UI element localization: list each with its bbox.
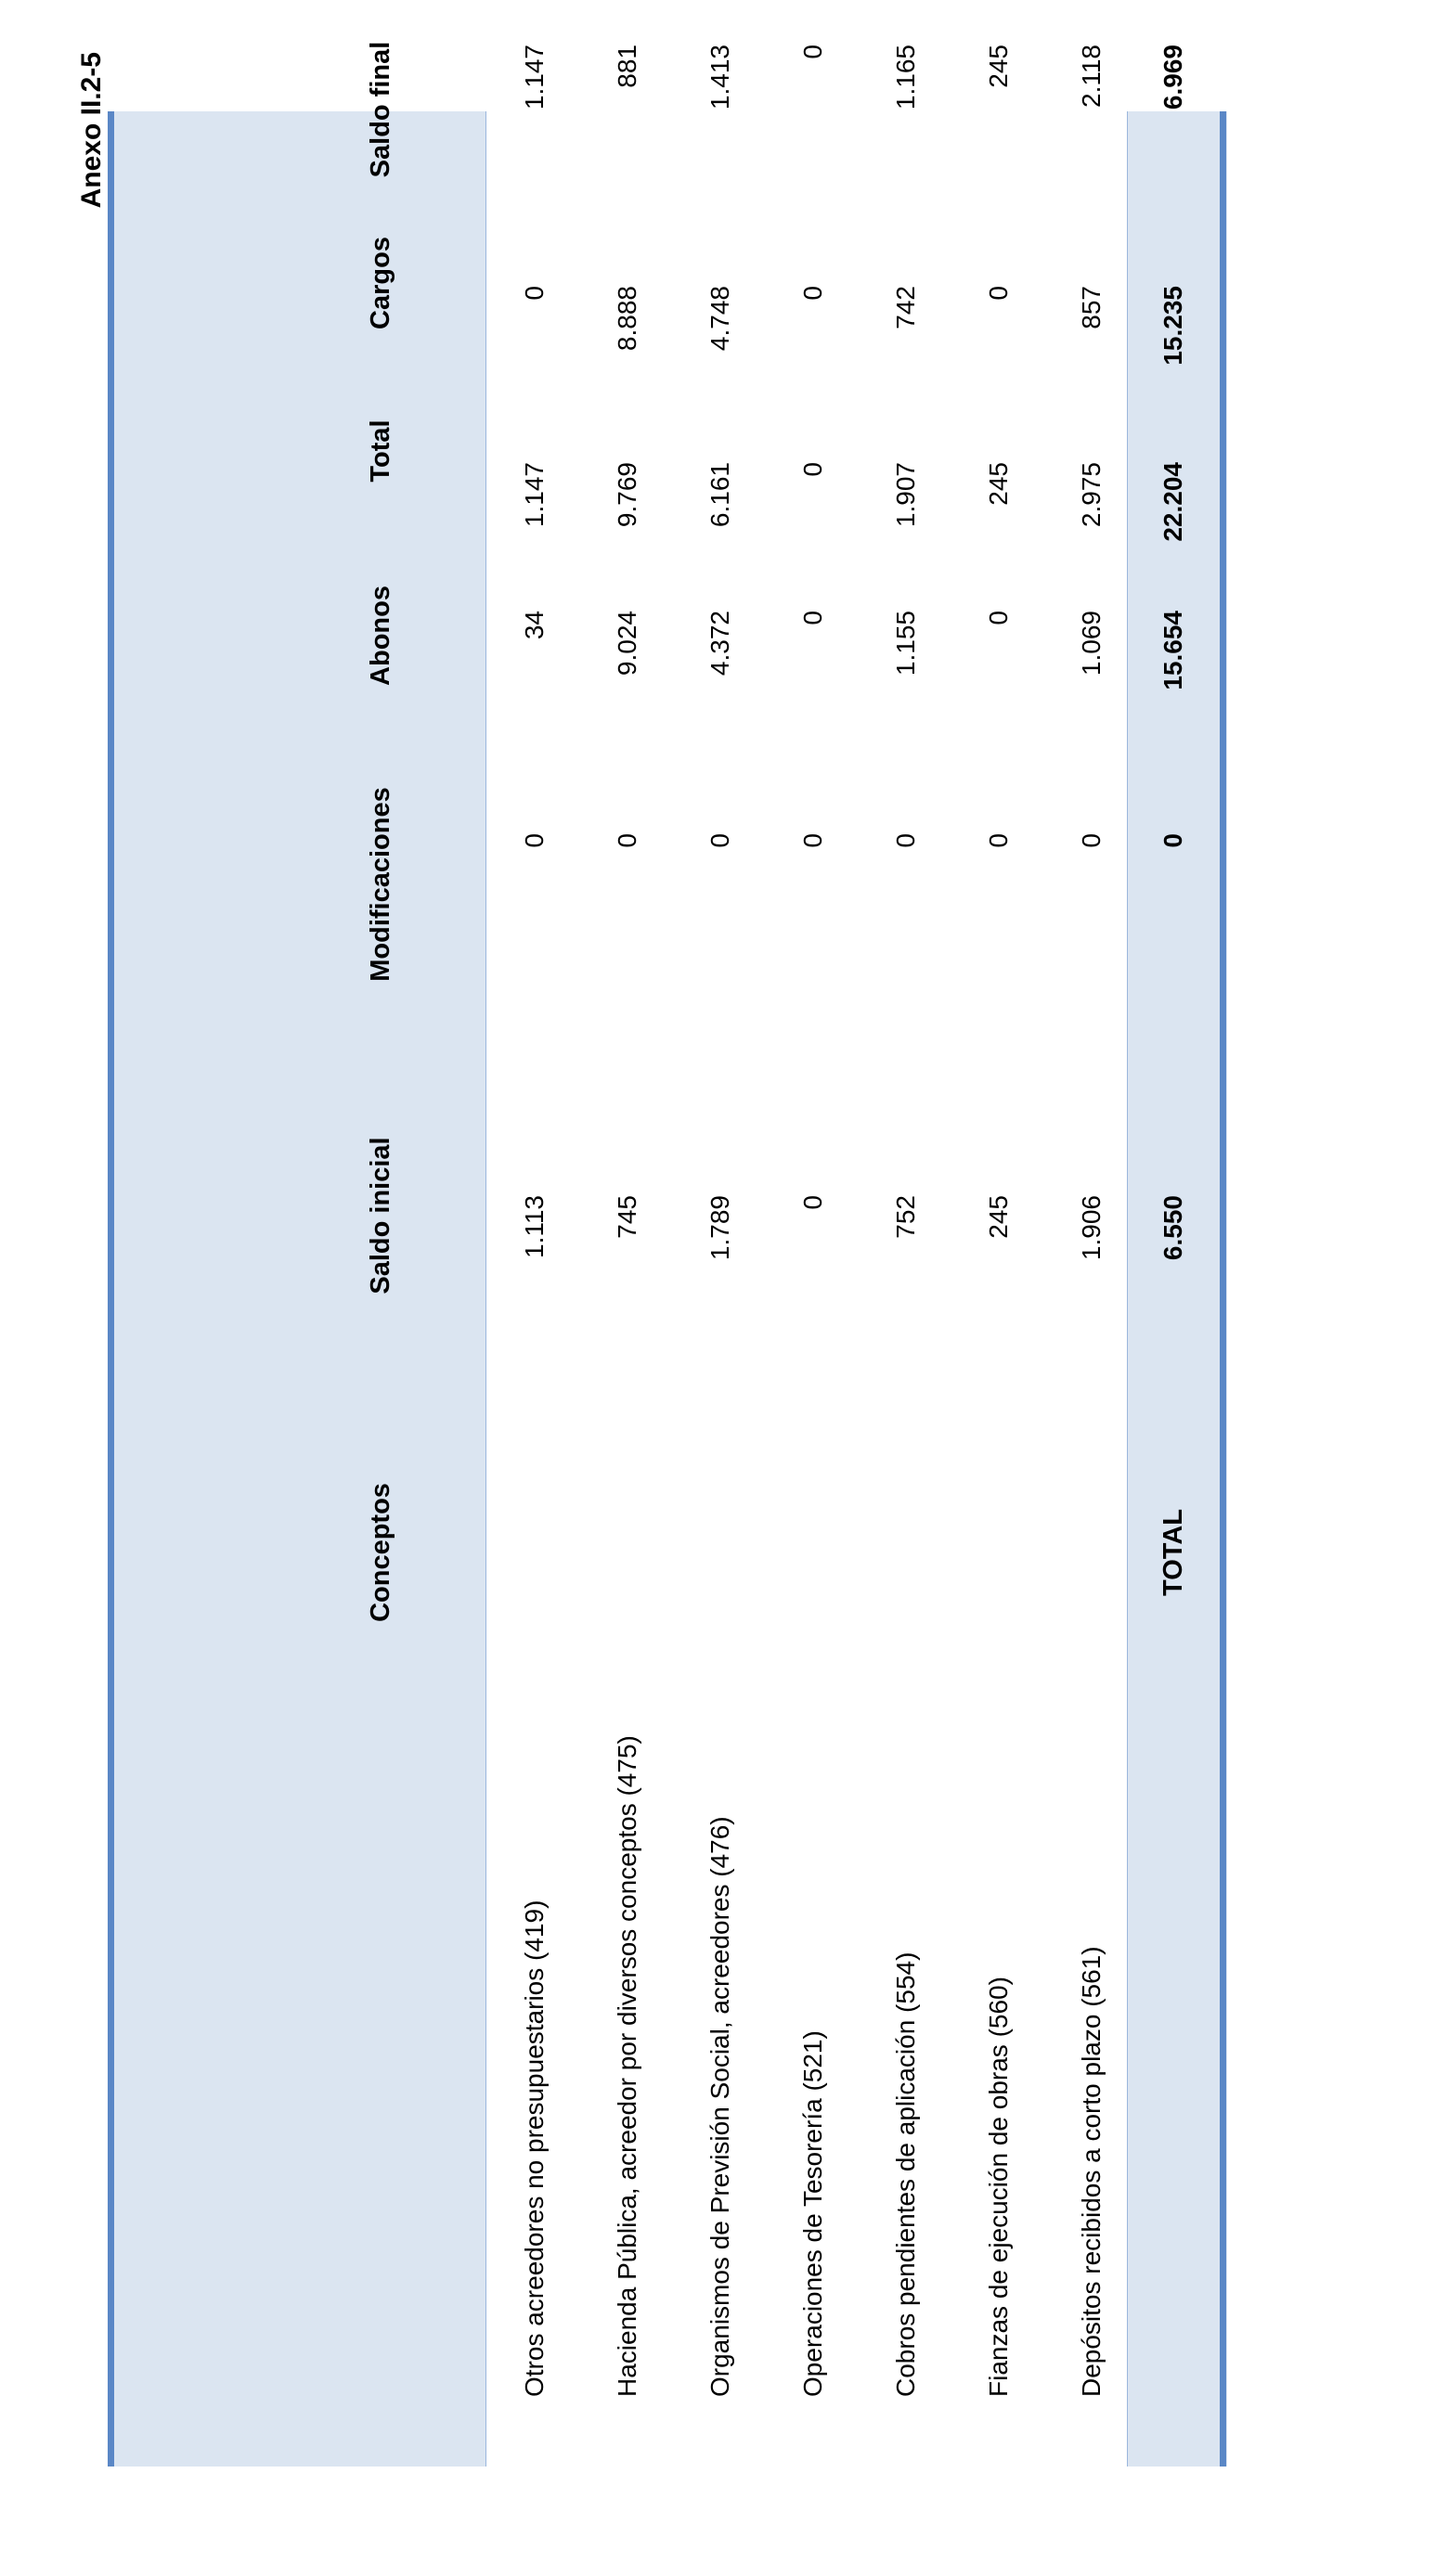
table-header-band — [108, 111, 486, 2467]
row-0-saldo-final: 1.147 — [520, 45, 549, 110]
row-4-saldo-inicial: 752 — [891, 1195, 920, 1239]
row-2-cargos: 4.748 — [705, 286, 734, 352]
row-2-modificaciones: 0 — [705, 833, 734, 848]
total-total: 22.204 — [1158, 462, 1187, 542]
row-4-cargos: 742 — [891, 286, 920, 329]
header-total: Total — [366, 419, 395, 483]
row-5-saldo-final: 245 — [984, 45, 1013, 88]
row-3-total: 0 — [798, 462, 827, 477]
row-5-modificaciones: 0 — [984, 833, 1013, 848]
total-abonos: 15.654 — [1158, 611, 1187, 690]
total-label: TOTAL — [1158, 1509, 1188, 1596]
row-3-cargos: 0 — [798, 286, 827, 301]
row-1-concepto: Hacienda Pública, acreedor por diversos conceptos (475) — [613, 1735, 641, 2397]
row-6-cargos: 857 — [1077, 286, 1106, 329]
row-6-saldo-inicial: 1.906 — [1077, 1195, 1106, 1261]
row-4-abonos: 1.155 — [891, 611, 920, 676]
row-5-total: 245 — [984, 462, 1013, 506]
row-3-concepto: Operaciones de Tesorería (521) — [798, 2030, 827, 2397]
row-2-saldo-final: 1.413 — [705, 45, 734, 110]
row-1-cargos: 8.888 — [613, 286, 641, 352]
row-0-concepto: Otros acreedores no presupuestarios (419) — [520, 1900, 549, 2397]
row-3-modificaciones: 0 — [798, 833, 827, 848]
row-6-modificaciones: 0 — [1077, 833, 1106, 848]
table-bottom-rule — [1220, 111, 1226, 2467]
row-3-abonos: 0 — [798, 611, 827, 625]
row-0-total: 1.147 — [520, 462, 549, 528]
annex-label: Anexo II.2-5 — [76, 52, 107, 209]
row-4-concepto: Cobros pendientes de aplicación (554) — [891, 1951, 920, 2397]
row-0-abonos: 34 — [520, 611, 549, 640]
row-5-saldo-inicial: 245 — [984, 1195, 1013, 1239]
row-2-saldo-inicial: 1.789 — [705, 1195, 734, 1261]
header-saldo-final: Saldo final — [366, 41, 395, 178]
row-2-abonos: 4.372 — [705, 611, 734, 676]
row-5-cargos: 0 — [984, 286, 1013, 301]
row-6-concepto: Depósitos recibidos a corto plazo (561) — [1077, 1946, 1106, 2397]
row-6-abonos: 1.069 — [1077, 611, 1106, 676]
row-0-cargos: 0 — [520, 286, 549, 301]
row-1-saldo-inicial: 745 — [613, 1195, 641, 1239]
row-0-saldo-inicial: 1.113 — [520, 1195, 549, 1258]
table-top-rule — [108, 111, 114, 2467]
header-conceptos: Conceptos — [366, 1483, 395, 1622]
total-saldo-final: 6.969 — [1158, 45, 1187, 110]
total-saldo-inicial: 6.550 — [1158, 1195, 1187, 1261]
row-1-abonos: 9.024 — [613, 611, 641, 676]
total-modificaciones: 0 — [1158, 833, 1187, 848]
row-5-abonos: 0 — [984, 611, 1013, 625]
data-table — [108, 41, 1226, 2467]
row-1-saldo-final: 881 — [613, 45, 641, 88]
row-1-modificaciones: 0 — [613, 833, 641, 848]
row-6-total: 2.975 — [1077, 462, 1106, 528]
row-4-saldo-final: 1.165 — [891, 45, 920, 110]
row-2-total: 6.161 — [705, 462, 734, 528]
total-cargos: 15.235 — [1158, 286, 1187, 366]
row-4-modificaciones: 0 — [891, 833, 920, 848]
row-5-concepto: Fianzas de ejecución de obras (560) — [984, 1977, 1013, 2397]
row-1-total: 9.769 — [613, 462, 641, 528]
header-abonos: Abonos — [366, 586, 395, 686]
row-2-concepto: Organismos de Previsión Social, acreedores (476) — [705, 1816, 734, 2397]
header-cargos: Cargos — [366, 237, 395, 329]
header-modificaciones: Modificaciones — [366, 787, 395, 982]
row-3-saldo-inicial: 0 — [798, 1195, 827, 1210]
row-4-total: 1.907 — [891, 462, 920, 528]
row-6-saldo-final: 2.118 — [1077, 45, 1106, 108]
header-saldo-inicial: Saldo inicial — [366, 1137, 395, 1294]
row-3-saldo-final: 0 — [798, 45, 827, 59]
row-0-modificaciones: 0 — [520, 833, 549, 848]
